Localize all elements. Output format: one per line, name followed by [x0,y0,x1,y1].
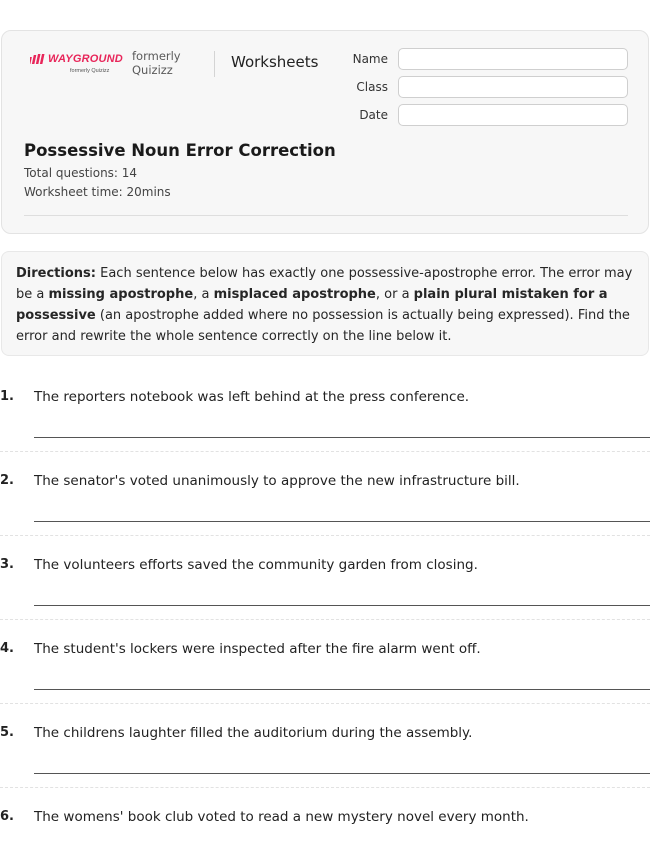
directions-text-2: , a [193,287,214,302]
answer-line[interactable] [34,437,650,438]
class-field[interactable] [398,76,628,98]
directions-term-missing: missing apostrophe [48,287,194,302]
answer-line[interactable] [34,773,650,774]
question-text: The senator's voted unanimously to approve the new infrastructure bill. [34,473,520,489]
question-number: 1. [0,389,14,404]
question-6 [0,809,650,842]
question-separator [0,451,650,452]
question-separator [0,535,650,536]
question-text: The student's lockers were inspected after the fire alarm went off. [34,641,481,657]
directions-box [1,251,649,356]
question-number: 5. [0,725,14,740]
question-5 [0,725,650,809]
question-number: 2. [0,473,14,488]
question-text: The womens' book club voted to read a new mystery novel every month. [34,809,529,825]
quizizz-text: Quizizz [132,63,173,77]
directions-label: Directions: [16,266,96,281]
question-number: 4. [0,641,14,656]
question-separator [0,787,650,788]
date-field[interactable] [398,104,628,126]
class-label: Class [356,80,388,94]
worksheet-title: Possessive Noun Error Correction [24,141,336,160]
directions-text-1: Each sentence below has exactly one possessive-apostrophe error. The error may be a [16,266,633,302]
question-separator [0,703,650,704]
question-1 [0,389,650,473]
wayground-logo-mark-icon [30,54,46,65]
logo-subtext: formerly Quizizz [70,68,110,74]
answer-line[interactable] [34,605,650,606]
question-number: 3. [0,557,14,572]
question-separator [0,619,650,620]
answer-line[interactable] [34,521,650,522]
directions-text-4: (an apostrophe added where no possession is actually being expressed). Find the error and rewrite the whole sentence correctly on the line below it. [16,308,630,344]
question-text: The volunteers efforts saved the community garden from closing. [34,557,478,573]
directions-text-3: , or a [375,287,414,302]
worksheet-time: Worksheet time: 20mins [24,185,171,199]
date-label: Date [359,108,388,122]
question-4 [0,641,650,725]
name-label: Name [352,52,388,66]
worksheet-header [1,30,649,234]
directions-term-misplaced: misplaced apostrophe [213,287,376,302]
header-rule [24,215,628,216]
name-field[interactable] [398,48,628,70]
total-questions: Total questions: 14 [24,166,138,180]
wayground-logo [30,53,123,87]
header-divider [214,51,215,77]
question-3 [0,557,650,641]
question-2 [0,473,650,557]
question-text: The childrens laughter filled the auditorium during the assembly. [34,725,473,741]
formerly-quizizz-note [132,49,181,77]
section-title: Worksheets [231,53,319,71]
question-text: The reporters notebook was left behind at the press conference. [34,389,470,405]
formerly-text: formerly [132,49,181,63]
question-number: 6. [0,809,14,824]
directions-term-plural: plain plural mistaken for a possessive [16,287,608,323]
answer-line[interactable] [34,689,650,690]
logo-wordmark: WAYGROUND [48,53,123,65]
